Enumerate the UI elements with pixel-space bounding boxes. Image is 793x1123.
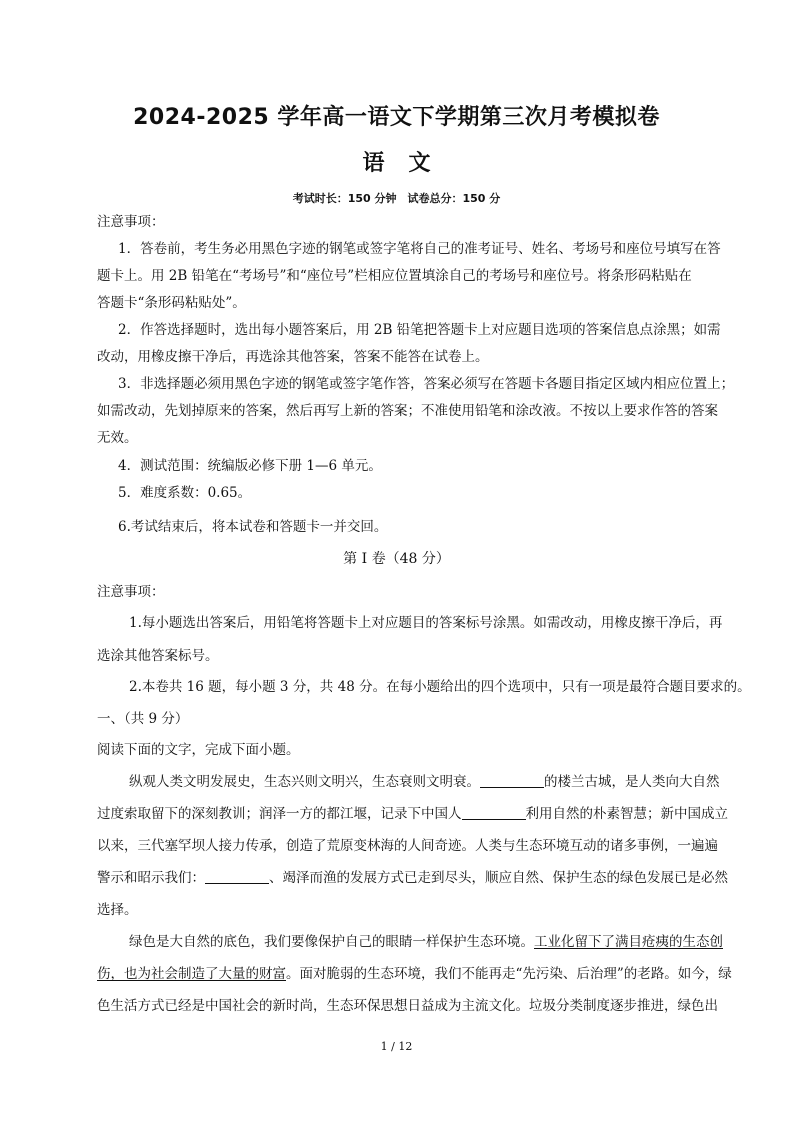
notice-item-5: 5．难度系数：0.65。 bbox=[118, 485, 252, 501]
section-heading: 一、（共 9 分） bbox=[97, 711, 189, 727]
notice-item-3-cont: 如需改动，先划掉原来的答案，然后再写上新的答案；不准使用铅笔和涂改液。不按以上要求作答的答案 bbox=[97, 403, 718, 419]
subject-title: 语文 bbox=[362, 151, 455, 176]
notice-item-1-cont: 题卡上。用 2B 铅笔在“考场号”和“座位号”栏相应位置填涂自己的考场号和座位号。将条形码粘贴在 bbox=[97, 268, 692, 284]
exam-title: 2024-2025 学年高一语文下学期第三次月考模拟卷 bbox=[133, 105, 660, 130]
notice-item-3-cont: 无效。 bbox=[97, 430, 138, 446]
fill-blank bbox=[480, 773, 544, 788]
notice-item-1-cont: 答题卡“条形码粘贴处”。 bbox=[97, 295, 246, 311]
fill-blank bbox=[462, 805, 526, 820]
passage-text: 。面对脆弱的生态环境，我们不能再走“先污染、后治理”的老路。如今，绿 bbox=[286, 966, 732, 982]
exam-meta: 考试时长：150 分钟 试卷总分：150 分 bbox=[292, 192, 501, 205]
underlined-sentence: 工业化留下了满目疮痍的生态创 bbox=[534, 934, 723, 950]
passage-line: 色生活方式已经是中国社会的新时尚，生态环保思想日益成为主流文化。垃圾分类制度逐步推进，绿色出 bbox=[97, 998, 718, 1014]
passage-line: 选择。 bbox=[97, 902, 138, 918]
volume-notice-item-1-cont: 选涂其他答案标号。 bbox=[97, 648, 219, 664]
passage-text: 过度索取留下的深刻教训；润泽一方的都江堰，记录下中国人 bbox=[97, 806, 462, 822]
passage-line bbox=[129, 773, 720, 791]
section-instruction: 阅读下面的文字，完成下面小题。 bbox=[97, 742, 300, 758]
notice-item-2: 2．作答选择题时，选出每小题答案后，用 2B 铅笔把答题卡上对应题目选项的答案信息点涂黑；如需 bbox=[118, 322, 721, 338]
volume-notice-heading: 注意事项： bbox=[97, 584, 165, 600]
passage-line bbox=[97, 869, 728, 887]
passage-text: 的楼兰古城，是人类向大自然 bbox=[544, 774, 720, 790]
notice-item-1: 1．答卷前，考生务必用黑色字迹的钢笔或签字笔将自己的准考证号、姓名、考场号和座位号填写在答 bbox=[118, 241, 721, 257]
notice-heading: 注意事项： bbox=[97, 214, 165, 230]
passage-text: 利用自然的朴素智慧；新中国成立 bbox=[525, 806, 728, 822]
page-number: 1 / 12 bbox=[380, 1040, 413, 1053]
underlined-sentence: 伤，也为社会制造了大量的财富 bbox=[97, 966, 286, 982]
notice-item-4: 4．测试范围：统编版必修下册 1—6 单元。 bbox=[118, 458, 382, 474]
volume-notice-item-2: 2.本卷共 16 题，每小题 3 分，共 48 分。在每小题给出的四个选项中，只有一项是最符合题目要求的。 bbox=[129, 679, 751, 695]
passage-line bbox=[97, 805, 728, 823]
passage-text: 纵观人类文明发展史，生态兴则文明兴，生态衰则文明衰。 bbox=[129, 774, 480, 790]
passage-text: 、竭泽而渔的发展方式已走到尽头，顺应自然、保护生态的绿色发展已是必然 bbox=[269, 870, 728, 886]
passage-text: 警示和昭示我们： bbox=[97, 870, 205, 886]
fill-blank bbox=[205, 869, 269, 884]
volume-heading: 第 I 卷（48 分） bbox=[343, 551, 450, 567]
passage-line bbox=[97, 965, 732, 983]
volume-notice-item-1: 1.每小题选出答案后，用铅笔将答题卡上对应题目的答案标号涂黑。如需改动，用橡皮擦干净后，再 bbox=[129, 615, 723, 631]
notice-item-3: 3．非选择题必须用黑色字迹的钢笔或签字笔作答，答案必须写在答题卡各题目指定区域内相应位置上； bbox=[118, 376, 735, 392]
passage-text: 绿色是大自然的底色，我们要像保护自己的眼睛一样保护生态环境。 bbox=[129, 934, 534, 950]
notice-item-2-cont: 改动，用橡皮擦干净后，再选涂其他答案，答案不能答在试卷上。 bbox=[97, 349, 489, 365]
notice-item-6: 6.考试结束后，将本试卷和答题卡一并交回。 bbox=[118, 519, 388, 535]
passage-line bbox=[129, 933, 723, 951]
passage-line: 以来，三代塞罕坝人接力传承，创造了荒原变林海的人间奇迹。人类与生态环境互动的诸多事例，一遍遍 bbox=[97, 838, 718, 854]
